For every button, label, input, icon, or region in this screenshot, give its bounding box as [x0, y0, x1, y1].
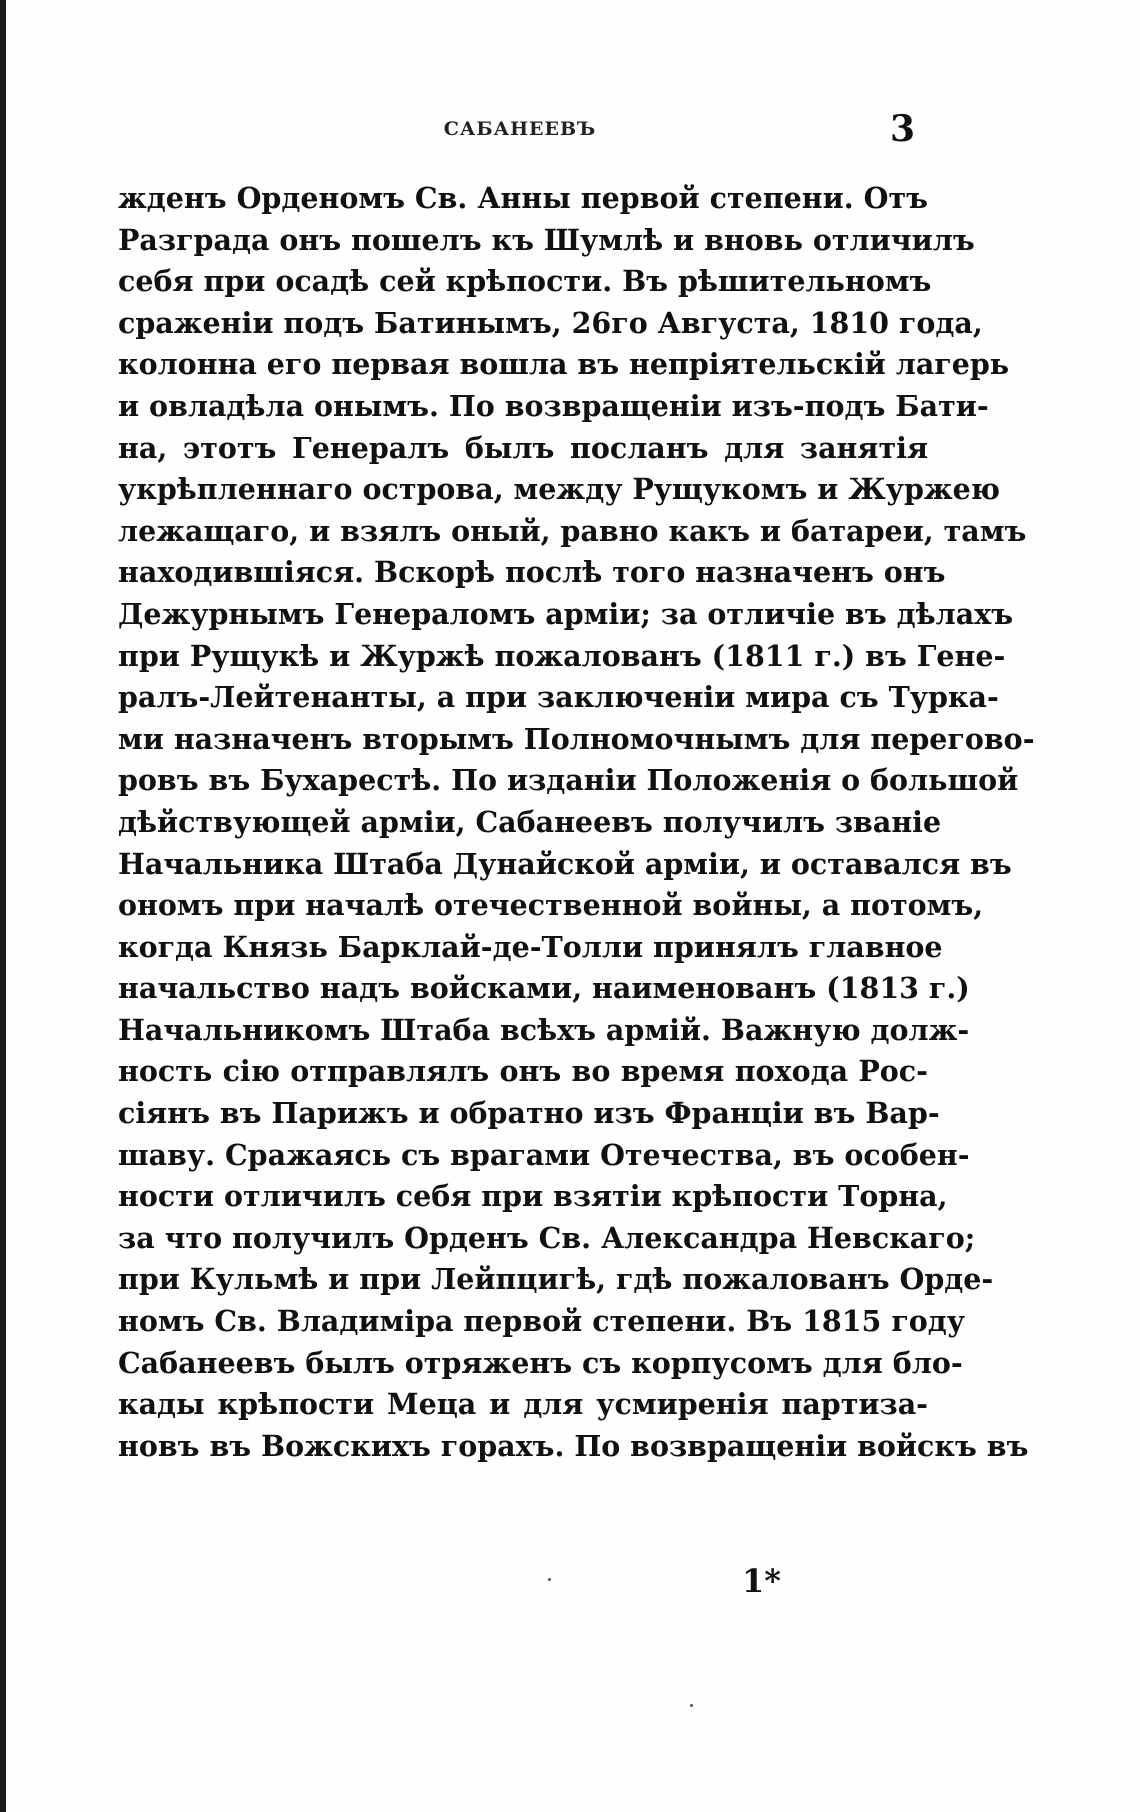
text-line: Дежурнымъ Генераломъ арміи; за отличіе въ дѣлахъ — [118, 596, 1014, 631]
text-line: шаву. Сражаясь съ врагами Отечества, въ особен- — [118, 1137, 970, 1172]
text-line: кады крѣпости Меца и для усмиренія партиза- — [118, 1387, 928, 1422]
text-line: Разграда онъ пошелъ къ Шумлѣ и вновь отличилъ — [118, 222, 975, 257]
text-line: ралъ-Лейтенанты, а при заключеніи мира съ Турка- — [118, 680, 999, 715]
text-line: находившіяся. Вскорѣ послѣ того назначенъ онъ — [118, 555, 946, 590]
text-line: и овладѣла онымъ. По возвращеніи изъ-подъ Бати- — [118, 388, 989, 423]
text-line: Сабанеевъ былъ отряженъ съ корпусомъ для бло- — [118, 1345, 963, 1380]
text-line: лежащаго, и взялъ оный, равно какъ и батареи, тамъ — [118, 513, 1027, 548]
text-line: жденъ Орденомъ Св. Анны первой степени. Отъ — [118, 181, 928, 215]
text-line: начальство надъ войсками, наименованъ (1813 г.) — [118, 971, 970, 1006]
text-line: дѣйствующей арміи, Сабанеевъ получилъ званіе — [118, 804, 942, 839]
text-line: при Рущукѣ и Журжѣ пожалованъ (1811 г.) въ Гене- — [118, 638, 1006, 673]
text-line: при Кульмѣ и при Лейпцигѣ, гдѣ пожалованъ Орде- — [118, 1262, 994, 1297]
text-line: укрѣпленнаго острова, между Рущукомъ и Журжею — [118, 472, 1001, 507]
signature-mark: 1* — [742, 1562, 781, 1600]
text-line: номъ Св. Владиміра первой степени. Въ 1815 году — [118, 1304, 966, 1339]
text-line: когда Князь Барклай-де-Толли принялъ главное — [118, 929, 943, 964]
text-line: ми назначенъ вторымъ Полномочнымъ для перегово- — [118, 721, 1035, 756]
text-line: сіянъ въ Парижъ и обратно изъ Франціи въ Вар- — [118, 1096, 940, 1131]
text-line: Начальника Штаба Дунайской арміи, и оставался въ — [118, 846, 1012, 881]
page-number: 3 — [890, 108, 916, 150]
text-line: ономъ при началѣ отечественной войны, а потомъ, — [118, 888, 984, 923]
text-line: сраженіи подъ Батинымъ, 26го Августа, 1810 года, — [118, 305, 983, 340]
speck — [548, 1578, 551, 1581]
text-line: колонна его первая вошла въ непріятельскій лагерь — [118, 347, 1010, 382]
text-line: ности отличилъ себя при взятіи крѣпости Торна, — [118, 1179, 948, 1214]
body-text — [118, 178, 1035, 1467]
text-line: за что получилъ Орденъ Св. Александра Невскаго; — [118, 1220, 976, 1255]
speck — [690, 1704, 693, 1707]
text-line: на, этотъ Генералъ былъ посланъ для занятія — [118, 430, 928, 465]
running-title: САБАНЕЕВЪ — [443, 118, 597, 140]
text-line: новъ въ Вожскихъ горахъ. По возвращеніи войскъ въ — [118, 1428, 1029, 1463]
text-line: Начальникомъ Штаба всѣхъ армій. Важную долж- — [118, 1012, 970, 1047]
text-line: ность сію отправлялъ онъ во время похода Рос- — [118, 1054, 928, 1089]
scan-edge — [0, 0, 6, 1812]
text-line: ровъ въ Бухарестѣ. По изданіи Положенія о большой — [118, 763, 1019, 798]
text-line: себя при осадѣ сей крѣпости. Въ рѣшительномъ — [118, 264, 932, 299]
